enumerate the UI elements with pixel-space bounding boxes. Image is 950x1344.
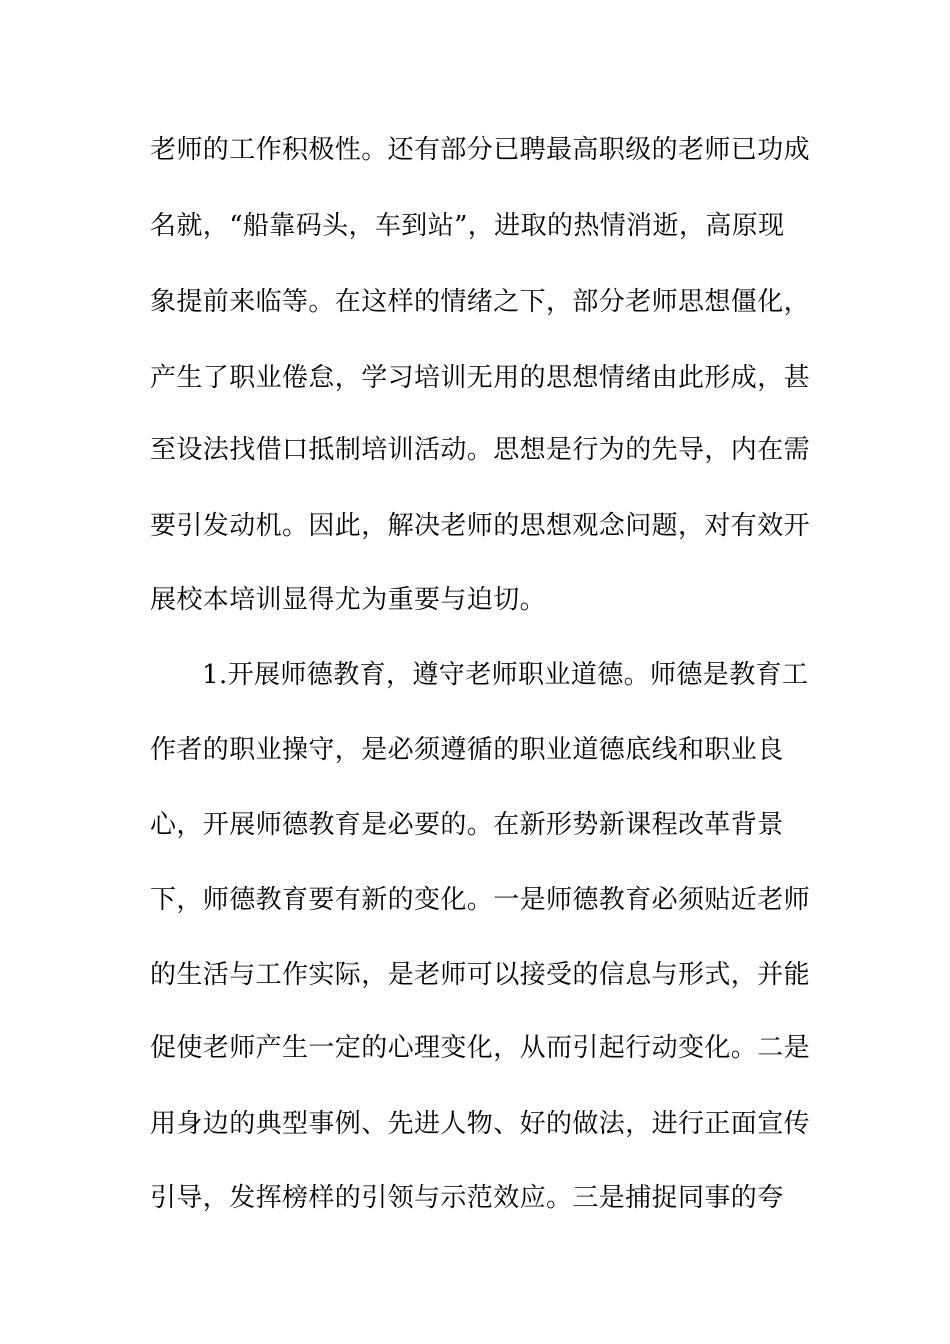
text-line-indented: 1.开展师德教育，遵守老师职业道德。师德是教育工	[202, 660, 809, 690]
text-line: 作者的职业操守，是必须遵循的职业道德底线和职业良	[150, 735, 784, 765]
text-line: 象提前来临等。在这样的情绪之下，部分老师思想僵化，	[150, 287, 811, 317]
text-line: 要引发动机。因此，解决老师的思想观念问题，对有效开	[150, 511, 811, 541]
text-line: 心，开展师德教育是必要的。在新形势新课程改革背景	[150, 810, 784, 840]
text-line: 至设法找借口抵制培训活动。思想是行为的先导，内在需	[150, 435, 811, 465]
text-line: 老师的工作积极性。还有部分已聘最高职级的老师已功成	[150, 135, 811, 165]
text-line: 名就，“船靠码头，车到站”，进取的热情消逝，高原现	[150, 211, 785, 241]
text-line: 引导，发挥榜样的引领与示范效应。三是捕捉同事的夸	[150, 1183, 784, 1213]
text-line: 的生活与工作实际，是老师可以接受的信息与形式，并能	[150, 960, 811, 990]
text-line: 下，师德教育要有新的变化。一是师德教育必须贴近老师	[150, 885, 811, 915]
text-line: 产生了职业倦怠，学习培训无用的思想情绪由此形成，甚	[150, 363, 811, 393]
text-line: 用身边的典型事例、先进人物、好的做法，进行正面宣传	[150, 1109, 811, 1139]
text-line: 促使老师产生一定的心理变化，从而引起行动变化。二是	[150, 1033, 811, 1063]
text-line: 展校本培训显得尤为重要与迫切。	[150, 585, 547, 615]
